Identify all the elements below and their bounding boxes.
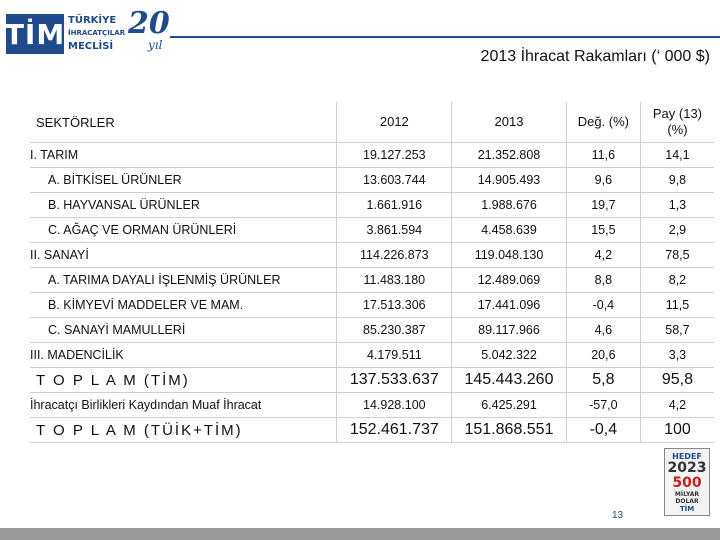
table-row bbox=[30, 318, 714, 343]
row-share: 58,7 bbox=[640, 318, 714, 343]
logo-line-3: MECLİSİ bbox=[68, 41, 114, 52]
row-2013: 151.868.551 bbox=[452, 418, 567, 443]
badge-brand: TİM bbox=[679, 504, 695, 513]
row-change: -0,4 bbox=[566, 293, 640, 318]
badge-amount: 500 bbox=[672, 474, 702, 491]
table-row bbox=[30, 218, 714, 243]
row-change: 19,7 bbox=[566, 193, 640, 218]
row-share: 9,8 bbox=[640, 168, 714, 193]
row-change: 8,8 bbox=[566, 268, 640, 293]
table-header-row bbox=[30, 102, 714, 143]
table-row bbox=[30, 393, 714, 418]
row-change: -57,0 bbox=[566, 393, 640, 418]
page-title: 2013 İhracat Rakamları (‘ 000 $) bbox=[480, 48, 710, 65]
row-2013: 21.352.808 bbox=[452, 143, 567, 168]
badge-top: HEDEF bbox=[672, 451, 702, 461]
row-change: 5,8 bbox=[566, 368, 640, 393]
anniversary-suffix: yıl bbox=[148, 38, 163, 52]
target-2023-badge bbox=[664, 448, 710, 516]
row-change: 4,6 bbox=[566, 318, 640, 343]
row-change: 11,6 bbox=[566, 143, 640, 168]
footer-bar bbox=[0, 528, 720, 540]
table-row bbox=[30, 343, 714, 368]
row-2012: 19.127.253 bbox=[337, 143, 452, 168]
badge-unit-2: DOLAR bbox=[675, 497, 699, 505]
row-change: -0,4 bbox=[566, 418, 640, 443]
row-2012: 17.513.306 bbox=[337, 293, 452, 318]
header-share: Pay (13)(%) bbox=[640, 102, 714, 143]
row-name: I. TARIM bbox=[30, 143, 337, 168]
row-name: T O P L A M (TÜİK+TİM) bbox=[30, 418, 337, 443]
row-name: T O P L A M (TİM) bbox=[30, 368, 337, 393]
table-row bbox=[30, 193, 714, 218]
row-change: 4,2 bbox=[566, 243, 640, 268]
row-2013: 145.443.260 bbox=[452, 368, 567, 393]
table-row bbox=[30, 243, 714, 268]
row-name: B. HAYVANSAL ÜRÜNLER bbox=[30, 193, 337, 218]
row-share: 4,2 bbox=[640, 393, 714, 418]
row-share: 95,8 bbox=[640, 368, 714, 393]
table-row-total bbox=[30, 368, 714, 393]
row-name: B. KİMYEVİ MADDELER VE MAM. bbox=[30, 293, 337, 318]
row-share: 14,1 bbox=[640, 143, 714, 168]
row-2012: 4.179.511 bbox=[337, 343, 452, 368]
row-share: 78,5 bbox=[640, 243, 714, 268]
row-share: 8,2 bbox=[640, 268, 714, 293]
row-share: 1,3 bbox=[640, 193, 714, 218]
header-sector: SEKTÖRLER bbox=[30, 102, 337, 143]
row-change: 9,6 bbox=[566, 168, 640, 193]
row-2012: 14.928.100 bbox=[337, 393, 452, 418]
row-name: C. SANAYİ MAMULLERİ bbox=[30, 318, 337, 343]
row-name: C. AĞAÇ VE ORMAN ÜRÜNLERİ bbox=[30, 218, 337, 243]
table-row bbox=[30, 268, 714, 293]
row-share: 100 bbox=[640, 418, 714, 443]
row-2013: 14.905.493 bbox=[452, 168, 567, 193]
table-row bbox=[30, 168, 714, 193]
row-2012: 137.533.637 bbox=[337, 368, 452, 393]
page-number: 13 bbox=[612, 510, 624, 521]
row-name: A. BİTKİSEL ÜRÜNLER bbox=[30, 168, 337, 193]
table-row-grand-total bbox=[30, 418, 714, 443]
badge-unit-1: MİLYAR bbox=[674, 490, 700, 498]
table-row bbox=[30, 293, 714, 318]
row-name: İhracatçı Birlikleri Kaydından Muaf İhracat bbox=[30, 393, 337, 418]
row-2012: 11.483.180 bbox=[337, 268, 452, 293]
logo-line-2: İHRACATÇILAR bbox=[68, 29, 126, 37]
row-2012: 1.661.916 bbox=[337, 193, 452, 218]
row-name: II. SANAYİ bbox=[30, 243, 337, 268]
row-2013: 6.425.291 bbox=[452, 393, 567, 418]
tim-logo-mark: TİM bbox=[6, 14, 64, 54]
row-2013: 119.048.130 bbox=[452, 243, 567, 268]
header-change: Değ. (%) bbox=[566, 102, 640, 143]
row-name: III. MADENCİLİK bbox=[30, 343, 337, 368]
table-row bbox=[30, 143, 714, 168]
row-2013: 12.489.069 bbox=[452, 268, 567, 293]
row-2013: 1.988.676 bbox=[452, 193, 567, 218]
anniversary-number: 20 bbox=[128, 6, 170, 41]
logo-line-1: TÜRKİYE bbox=[68, 15, 117, 26]
badge-year: 2023 bbox=[667, 459, 707, 476]
row-change: 20,6 bbox=[566, 343, 640, 368]
header-divider bbox=[170, 36, 720, 38]
row-2013: 5.042.322 bbox=[452, 343, 567, 368]
row-2013: 89.117.966 bbox=[452, 318, 567, 343]
export-table bbox=[30, 102, 714, 443]
row-name: A. TARIMA DAYALI İŞLENMİŞ ÜRÜNLER bbox=[30, 268, 337, 293]
row-2012: 114.226.873 bbox=[337, 243, 452, 268]
row-2012: 85.230.387 bbox=[337, 318, 452, 343]
row-2013: 17.441.096 bbox=[452, 293, 567, 318]
row-share: 2,9 bbox=[640, 218, 714, 243]
row-2013: 4.458.639 bbox=[452, 218, 567, 243]
row-share: 3,3 bbox=[640, 343, 714, 368]
row-2012: 13.603.744 bbox=[337, 168, 452, 193]
header-2013: 2013 bbox=[452, 102, 567, 143]
row-2012: 152.461.737 bbox=[337, 418, 452, 443]
row-2012: 3.861.594 bbox=[337, 218, 452, 243]
row-share: 11,5 bbox=[640, 293, 714, 318]
header-2012: 2012 bbox=[337, 102, 452, 143]
row-change: 15,5 bbox=[566, 218, 640, 243]
